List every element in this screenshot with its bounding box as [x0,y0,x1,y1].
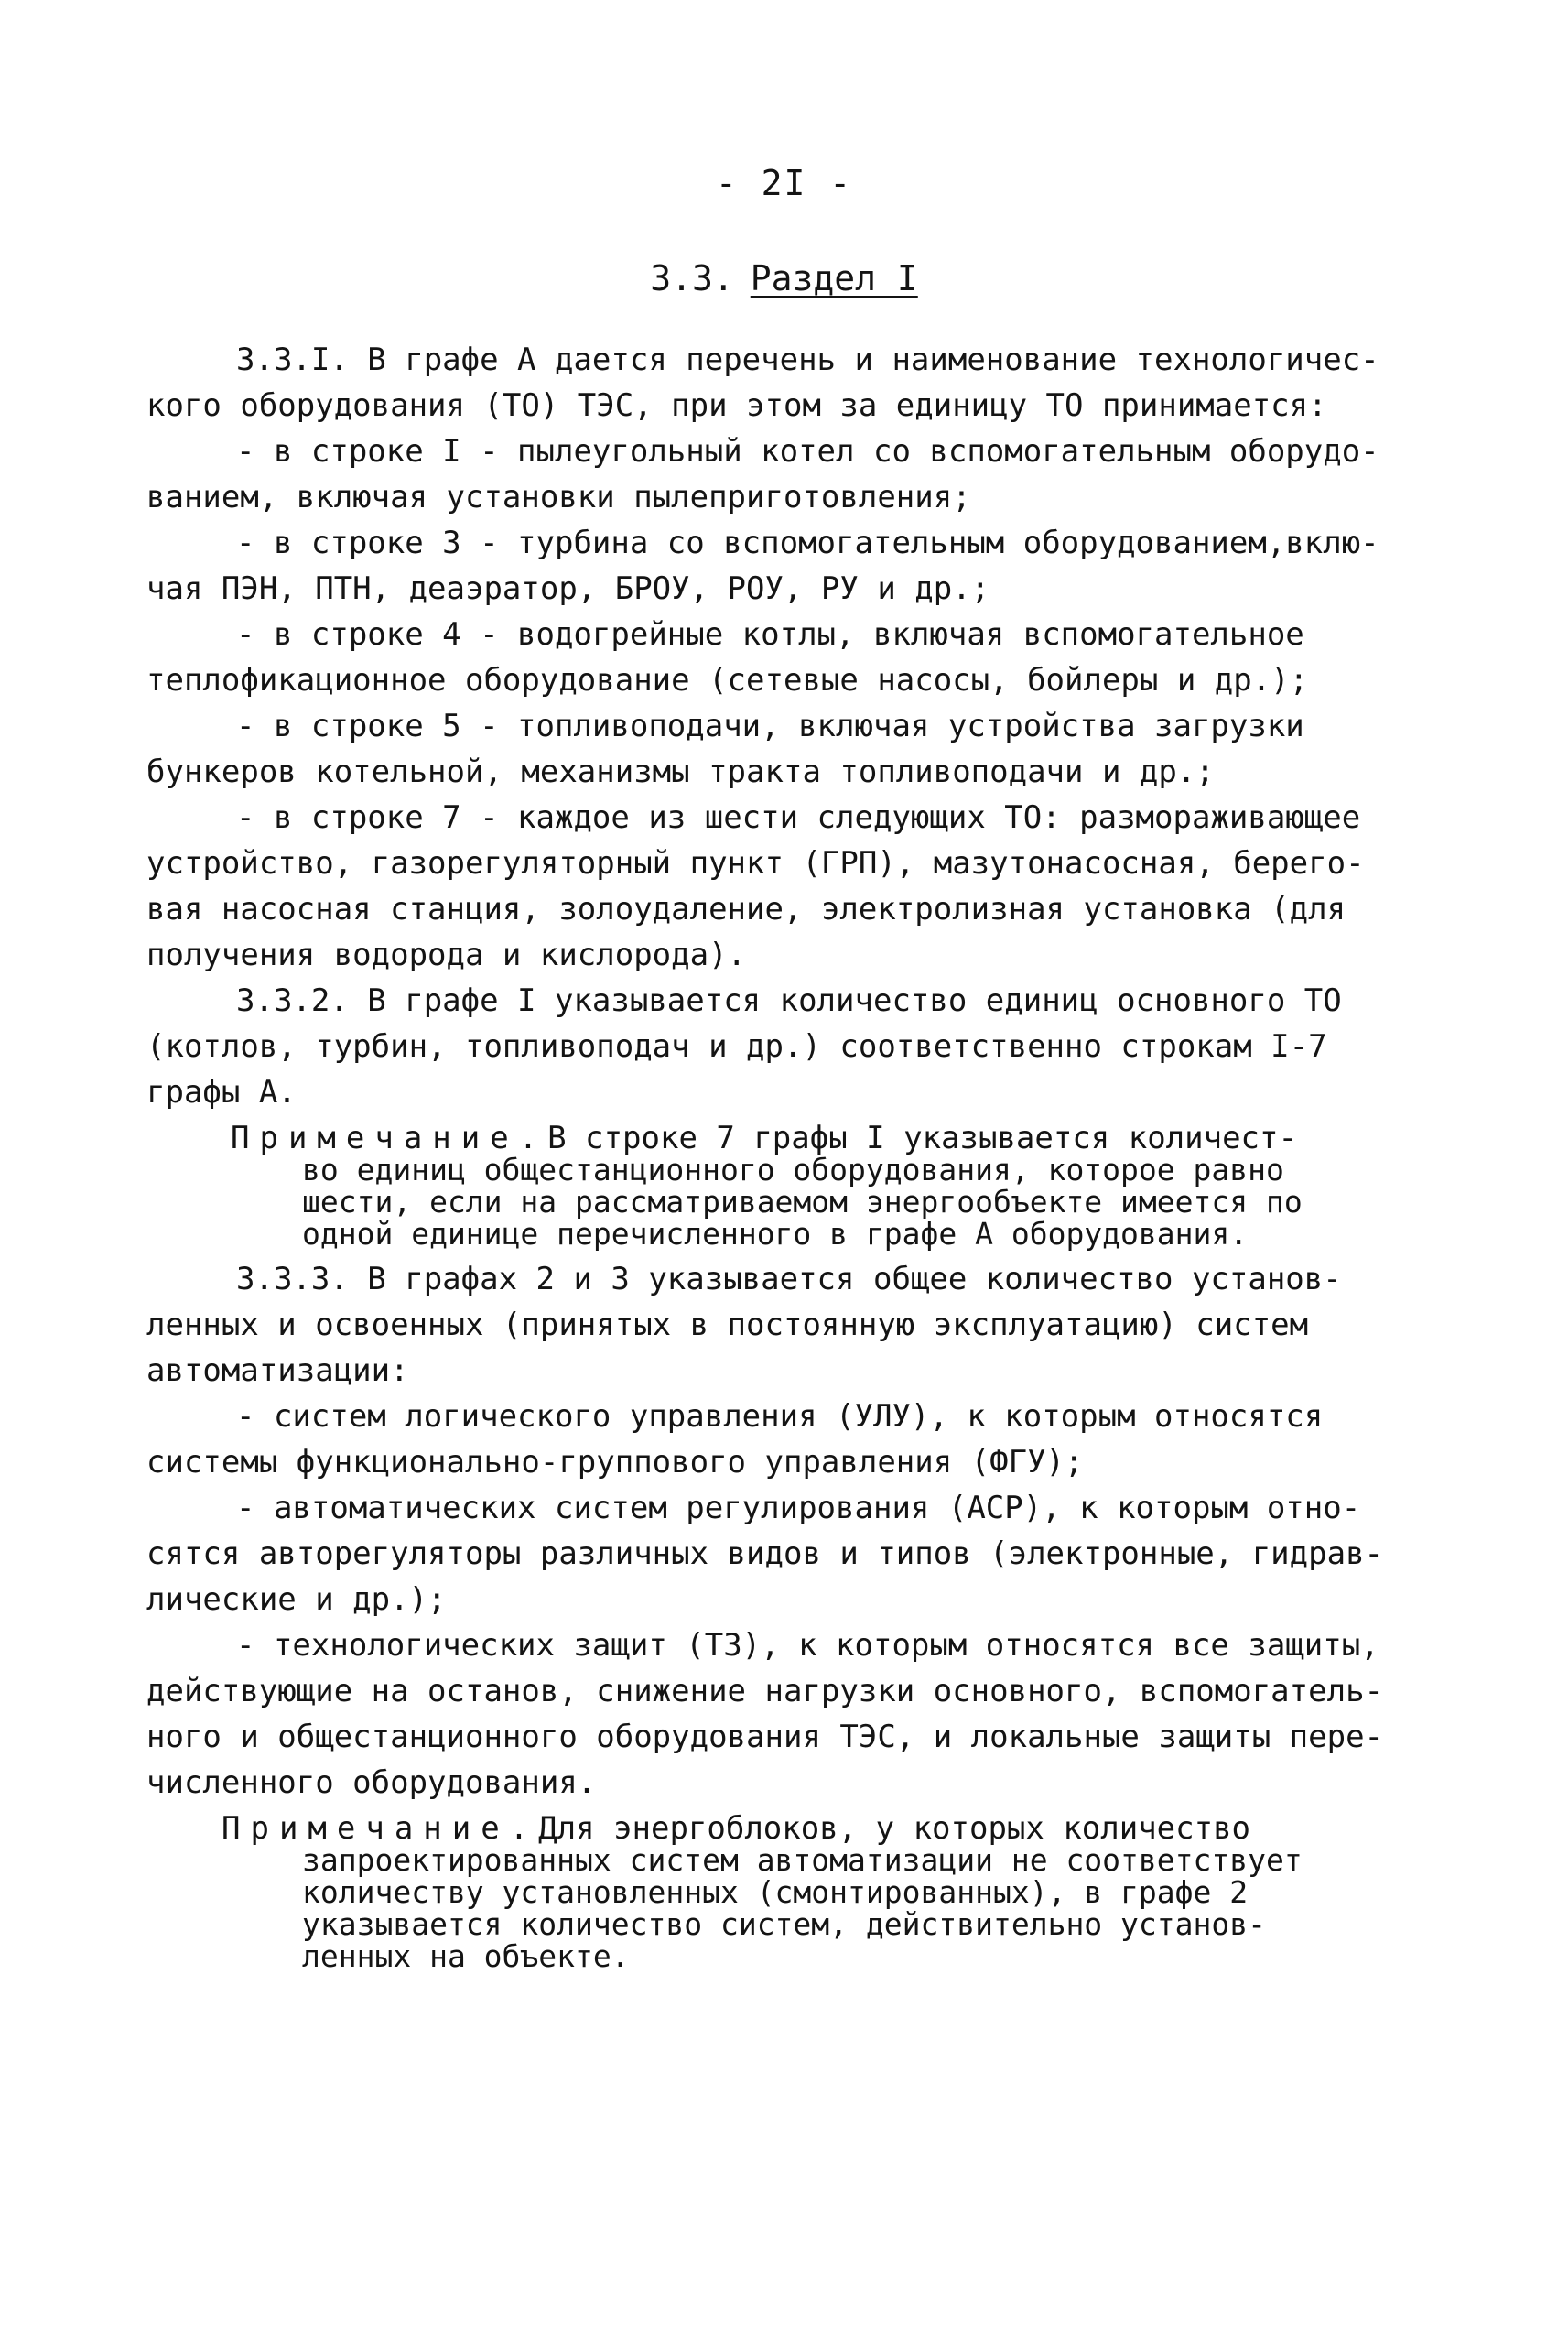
text-line: - технологических защит (ТЗ), к которым относятся все защиты, [236,1627,1379,1664]
section-number: 3.3. [650,258,734,298]
page-number: - 2I - [715,163,853,203]
text-line: получения водорода и кислорода). [146,937,747,973]
text-line: бункеров котельной, механизмы тракта топливоподачи и др.; [146,754,1215,790]
text-line: 3.3.3. В графах 2 и 3 указывается общее количество установ- [236,1261,1342,1297]
text-line: действующие на останов, снижение нагрузки основного, вспомогатель- [146,1673,1384,1709]
note-text: В строке 7 графы I указывается количест- [547,1120,1297,1156]
text-line: (котлов, турбин, топливоподач и др.) соответственно строкам I-7 [146,1028,1327,1065]
note-line [222,1810,1251,1847]
text-line: вая насосная станция, золоудаление, электролизная установка (для [146,891,1346,927]
text-line: численного оборудования. [146,1764,597,1801]
note-line: указывается количество систем, действительно установ- [302,1906,1266,1942]
text-line: - в строке 4 - водогрейные котлы, включая вспомогательное [236,616,1304,653]
section-heading [0,258,1568,298]
text-line: кого оборудования (ТО) ТЭС, при этом за единицу ТО принимается: [146,387,1327,424]
note-line: ленных на объекте. [302,1938,630,1974]
note-line: количеству установленных (смонтированных), в графе 2 [302,1874,1249,1910]
text-line: - в строке I - пылеугольный котел со вспомогательным оборудо- [236,433,1379,470]
note-line: запроектированных систем автоматизации не соответствует [302,1842,1303,1878]
text-line: устройство, газорегуляторный пункт (ГРП), мазутонасосная, берего- [146,845,1365,882]
text-line: лические и др.); [146,1581,447,1618]
text-line: 3.3.2. В графе I указывается количество единиц основного ТО [236,982,1342,1019]
text-line: - в строке 5 - топливоподачи, включая устройства загрузки [236,708,1304,744]
text-line: - в строке 3 - турбина со вспомогательным оборудованием,вклю- [236,525,1379,561]
text-line: - автоматических систем регулирования (АСР), к которым отно- [236,1490,1361,1526]
text-line: - в строке 7 - каждое из шести следующих ТО: размораживающее [236,799,1361,836]
note-label: Примечание. [222,1810,539,1847]
text-line: - систем логического управления (УЛУ), к которым относятся [236,1398,1324,1435]
text-line: ленных и освоенных (принятых в постоянную эксплуатацию) систем [146,1307,1309,1343]
note-line [231,1120,1297,1156]
text-line: графы А. [146,1074,297,1111]
note-line: одной единице перечисленного в графе А оборудования. [302,1216,1249,1252]
note-line: во единиц общестанционного оборудования, которое равно [302,1152,1284,1188]
section-title: Раздел I [750,258,918,298]
text-line: ного и общестанционного оборудования ТЭС, и локальные защиты пере- [146,1719,1384,1755]
text-line: 3.3.I. В графе А дается перечень и наименование технологичес- [236,342,1379,378]
text-line: системы функционально-группового управления (ФГУ); [146,1444,1084,1481]
text-line: ванием, включая установки пылеприготовления; [146,479,971,515]
text-line: сятся авторегуляторы различных видов и типов (электронные, гидрав- [146,1535,1384,1572]
note-line: шести, если на рассматриваемом энергообъекте имеется по [302,1184,1303,1220]
note-text: Для энергоблоков, у которых количество [538,1810,1251,1847]
text-line: автоматизации: [146,1352,409,1389]
text-line: теплофикационное оборудование (сетевые насосы, бойлеры и др.); [146,662,1309,699]
text-line: чая ПЭН, ПТН, деаэратор, БРОУ, РОУ, РУ и др.; [146,570,990,607]
note-label: Примечание. [231,1120,548,1156]
